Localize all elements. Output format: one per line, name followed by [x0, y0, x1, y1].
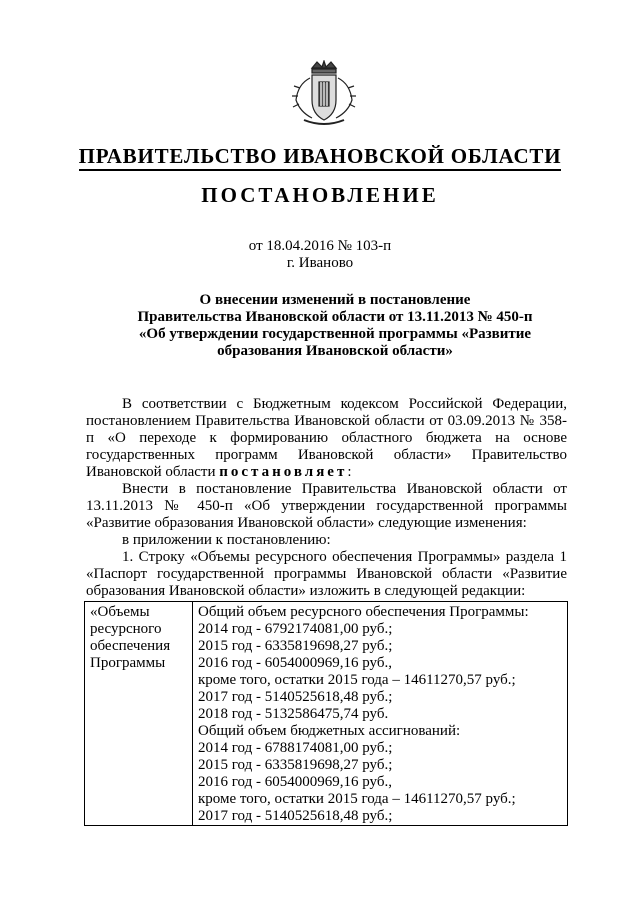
resources-table [84, 601, 568, 826]
subject-line: Правительства Ивановской области от 13.11.2013 № 450-п [137, 309, 533, 325]
document-meta [0, 238, 640, 272]
table-line: Общий объем ресурсного обеспечения Программы: [198, 604, 529, 620]
table-value-cell [193, 602, 568, 826]
subject-line: образования Ивановской области» [217, 343, 453, 359]
document-body [86, 396, 567, 600]
subject-line: О внесении изменений в постановление [199, 292, 471, 308]
resolves-word: постановляет [219, 464, 348, 480]
table-line: кроме того, остатки 2015 года – 14611270,57 руб.; [198, 672, 516, 688]
table-line: 2017 год - 5140525618,48 руб.; [198, 689, 393, 705]
paragraph-appendix: в приложении к постановлению: [122, 532, 331, 548]
city: г. Иваново [286, 255, 354, 271]
table-row [85, 602, 568, 826]
document-type-title: ПОСТАНОВЛЕНИЕ [201, 183, 439, 207]
paragraph-amend: Внести в постановление Правительства Ивановской области от 13.11.2013 № 450-п «Об утверждении государственной программы «Развитие образования Ивановской области» следующие изменения: [86, 481, 567, 531]
table-line: 2014 год - 6792174081,00 руб.; [198, 621, 393, 637]
table-line: 2014 год - 6788174081,00 руб.; [198, 740, 393, 756]
table-line: 2015 год - 6335819698,27 руб.; [198, 757, 393, 773]
date-number: от 18.04.2016 № 103-п [248, 238, 392, 254]
table-line: Общий объем бюджетных ассигнований: [198, 723, 461, 739]
table-line: 2018 год - 5132586475,74 руб. [198, 706, 389, 722]
ivanovo-coat-of-arms-emblem [290, 60, 358, 128]
table-line: 2016 год - 6054000969,16 руб., [198, 774, 392, 790]
table-line: 2016 год - 6054000969,16 руб., [198, 655, 392, 671]
subject-line: «Об утверждении государственной программы «Развитие [138, 326, 532, 342]
table-line: 2017 год - 5140525618,48 руб.; [198, 808, 393, 824]
table-line: 2015 год - 6335819698,27 руб.; [198, 638, 393, 654]
document-subject [90, 292, 580, 360]
table-line: кроме того, остатки 2015 года – 14611270,57 руб.; [198, 791, 516, 807]
government-title: ПРАВИТЕЛЬСТВО ИВАНОВСКОЙ ОБЛАСТИ [0, 144, 640, 169]
paragraph-item-1: 1. Строку «Объемы ресурсного обеспечения Программы» раздела 1 «Паспорт государственной программы Ивановской области «Развитие образования Ивановской области» изложить в следующей редакции: [86, 549, 567, 599]
paragraph-preamble: В соответствии с Бюджетным кодексом Российской Федерации, постановлением Правительства Ивановской области от 03.09.2013 № 358-п «О переходе к формированию областного бюджета на основе государственных программ Ивановской области» Правительство Ивановской области постановляет: [86, 396, 567, 480]
table-label-cell: «Объемы ресурсного обеспечения Программы [85, 602, 193, 826]
